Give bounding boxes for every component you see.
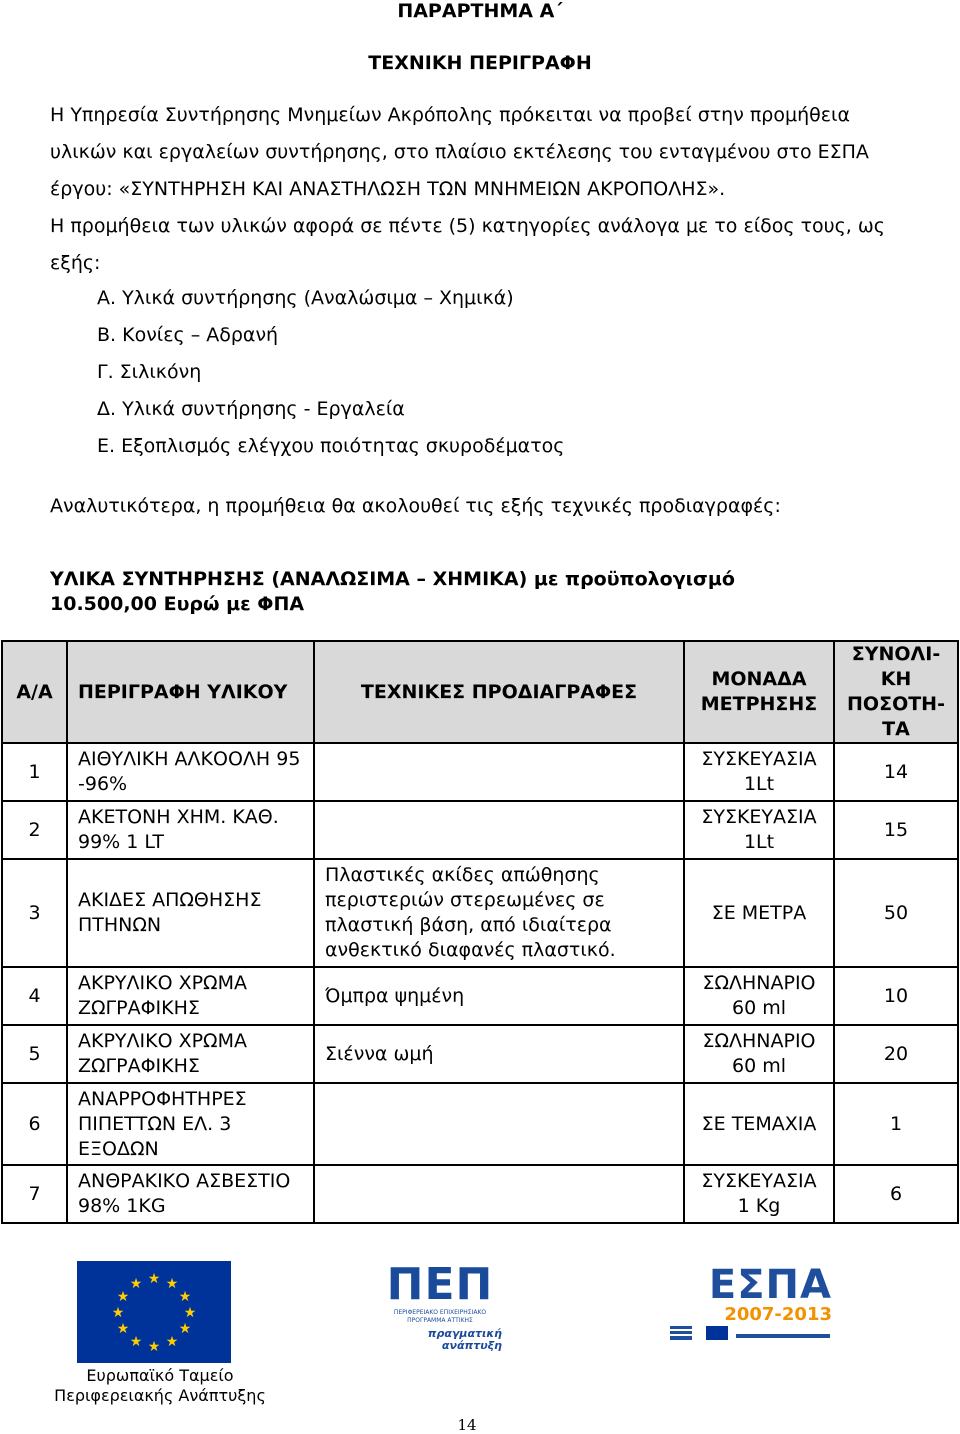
row-no: 7 <box>2 1165 67 1223</box>
svg-text:★: ★ <box>129 1334 143 1350</box>
materials-table <box>1 640 959 1224</box>
row-qty: 15 <box>834 801 958 859</box>
row-unit: ΣΩΛΗΝΑΡΙΟ 60 ml <box>684 967 834 1025</box>
row-unit: ΣΥΣΚΕΥΑΣΙΑ 1 Kg <box>684 1165 834 1223</box>
row-specs <box>314 1165 684 1223</box>
row-no: 6 <box>2 1083 67 1165</box>
eu-fund-line1: Ευρωπαϊκό Ταμείο <box>86 1366 234 1385</box>
table-row <box>2 1083 958 1165</box>
row-specs <box>314 743 684 801</box>
table-row <box>2 801 958 859</box>
intro-paragraph <box>50 97 920 282</box>
svg-text:★: ★ <box>147 1271 161 1287</box>
eu-fund-caption <box>40 1366 280 1406</box>
row-description: ΑΝΘΡΑΚΙΚΟ ΑΣΒΕΣΤΙΟ 98% 1KG <box>67 1165 314 1223</box>
table-row <box>2 967 958 1025</box>
svg-text:★: ★ <box>129 1276 143 1292</box>
table-row <box>2 1025 958 1083</box>
espa-logo-bar <box>736 1334 830 1338</box>
pep-logo-text: ΠΕΠ <box>386 1259 494 1310</box>
row-unit: ΣΥΣΚΕΥΑΣΙΑ 1Lt <box>684 801 834 859</box>
table-row <box>2 743 958 801</box>
section-heading <box>50 567 920 617</box>
espa-logo-years: 2007-2013 <box>724 1304 832 1325</box>
header-description: ΠΕΡΙΓΡΑΦΗ ΥΛΙΚΟΥ <box>67 641 314 743</box>
detail-text: Αναλυτικότερα, η προμήθεια θα ακολουθεί τις εξής τεχνικές προδιαγραφές: <box>50 495 781 517</box>
row-no: 5 <box>2 1025 67 1083</box>
row-description: ΑΚΙΔΕΣ ΑΠΩΘΗΣΗΣ ΠΤΗΝΩΝ <box>67 859 314 967</box>
intro-text-2: Η προμήθεια των υλικών αφορά σε πέντε (5) κατηγορίες ανάλογα με το είδος τους, ως εξής: <box>50 215 885 274</box>
page-number: 14 <box>457 1416 477 1434</box>
row-qty: 50 <box>834 859 958 967</box>
row-description: ΑΚΕΤΟΝΗ ΧΗΜ. ΚΑΘ. 99% 1 LT <box>67 801 314 859</box>
header-specs: ΤΕΧΝΙΚΕΣ ΠΡΟΔΙΑΓΡΑΦΕΣ <box>314 641 684 743</box>
row-qty: 10 <box>834 967 958 1025</box>
pep-logo <box>378 1259 502 1352</box>
espa-logo <box>666 1262 832 1340</box>
row-specs <box>314 801 684 859</box>
row-qty: 1 <box>834 1083 958 1165</box>
section-heading-line1: ΥΛΙΚΑ ΣΥΝΤΗΡΗΣΗΣ (ΑΝΑΛΩΣΙΜΑ – ΧΗΜΙΚΑ) με προϋπολογισμό <box>50 568 735 590</box>
svg-text:★: ★ <box>183 1305 197 1321</box>
row-specs: Σιέννα ωμή <box>314 1025 684 1083</box>
table-row <box>2 1165 958 1223</box>
category-item: Α. Υλικά συντήρησης (Αναλώσιμα – Χημικά) <box>97 287 514 309</box>
row-unit: ΣΕ ΤΕΜΑΧΙΑ <box>684 1083 834 1165</box>
header-qty: ΣΥΝΟΛΙ-ΚΗ ΠΟΣΟΤΗ-ΤΑ <box>834 641 958 743</box>
espa-logo-text: ΕΣΠΑ <box>708 1262 832 1308</box>
row-description: ΑΙΘΥΛΙΚΗ ΑΛΚΟΟΛΗ 95 -96% <box>67 743 314 801</box>
row-no: 2 <box>2 801 67 859</box>
greek-flag-icon <box>670 1326 692 1340</box>
pep-logo-line1: ΠΕΡΙΦΕΡΕΙΑΚΟ ΕΠΙΧΕΙΡΗΣΙΑΚΟ <box>393 1309 487 1316</box>
svg-text:★: ★ <box>165 1334 179 1350</box>
svg-text:★: ★ <box>116 1321 130 1337</box>
svg-text:★: ★ <box>116 1289 130 1305</box>
row-qty: 6 <box>834 1165 958 1223</box>
table-header-row <box>2 641 958 743</box>
category-item: Ε. Εξοπλισμός ελέγχου ποιότητας σκυροδέματος <box>97 435 565 457</box>
eu-mini-flag-icon <box>706 1326 728 1340</box>
category-item: Δ. Υλικά συντήρησης - Εργαλεία <box>97 398 405 420</box>
document-title: ΤΕΧΝΙΚΗ ΠΕΡΙΓΡΑΦΗ <box>368 52 592 74</box>
svg-text:★: ★ <box>147 1339 161 1355</box>
row-specs <box>314 1083 684 1165</box>
category-item: Γ. Σιλικόνη <box>97 361 202 383</box>
pep-slogan-1: πραγματική <box>427 1327 502 1340</box>
intro-text-1: Η Υπηρεσία Συντήρησης Μνημείων Ακρόπολης πρόκειται να προβεί στην προμήθεια υλικών και εργαλείων συντήρησης, στο πλαίσιο εκτέλεσης του ενταγμένου στο ΕΣΠΑ έργου: «ΣΥΝΤΗΡΗΣΗ ΚΑΙ ΑΝΑΣΤΗΛΩΣΗ ΤΩΝ ΜΝΗΜΕΙΩΝ ΑΚΡΟΠΟΛΗΣ». <box>50 104 869 200</box>
pep-slogan-2: ανάπτυξη <box>441 1339 502 1352</box>
row-no: 1 <box>2 743 67 801</box>
section-heading-line2: 10.500,00 Ευρώ με ΦΠΑ <box>50 593 305 615</box>
category-item: Β. Κονίες – Αδρανή <box>97 324 279 346</box>
pep-logo-line2: ΠΡΟΓΡΑΜΜΑ ΑΤΤΙΚΗΣ <box>407 1317 473 1324</box>
row-description: ΑΚΡΥΛΙΚΟ ΧΡΩΜΑ ΖΩΓΡΑΦΙΚΗΣ <box>67 1025 314 1083</box>
row-no: 4 <box>2 967 67 1025</box>
row-qty: 20 <box>834 1025 958 1083</box>
row-description: ΑΚΡΥΛΙΚΟ ΧΡΩΜΑ ΖΩΓΡΑΦΙΚΗΣ <box>67 967 314 1025</box>
svg-text:★: ★ <box>178 1321 192 1337</box>
annex-title: ΠΑΡΑΡΤΗΜΑ Α΄ <box>397 0 563 22</box>
eu-fund-line2: Περιφερειακής Ανάπτυξης <box>54 1386 266 1405</box>
header-no: Α/Α <box>2 641 67 743</box>
row-description: ΑΝΑΡΡΟΦΗΤΗΡΕΣ ΠΙΠΕΤΤΩΝ ΕΛ. 3 ΕΞΟΔΩΝ <box>67 1083 314 1165</box>
row-unit: ΣΕ ΜΕΤΡΑ <box>684 859 834 967</box>
row-specs: Πλαστικές ακίδες απώθησης περιστεριών στερεωμένες σε πλαστική βάση, από ιδιαίτερα ανθεκτικό διαφανές πλαστικό. <box>314 859 684 967</box>
header-unit: ΜΟΝΑΔΑ ΜΕΤΡΗΣΗΣ <box>684 641 834 743</box>
row-qty: 14 <box>834 743 958 801</box>
row-specs: Όμπρα ψημένη <box>314 967 684 1025</box>
eu-flag-icon <box>77 1261 231 1363</box>
svg-text:★: ★ <box>165 1276 179 1292</box>
svg-text:★: ★ <box>178 1289 192 1305</box>
row-unit: ΣΩΛΗΝΑΡΙΟ 60 ml <box>684 1025 834 1083</box>
svg-text:★: ★ <box>111 1305 125 1321</box>
category-list <box>97 280 564 465</box>
table-row <box>2 859 958 967</box>
row-no: 3 <box>2 859 67 967</box>
row-unit: ΣΥΣΚΕΥΑΣΙΑ 1Lt <box>684 743 834 801</box>
